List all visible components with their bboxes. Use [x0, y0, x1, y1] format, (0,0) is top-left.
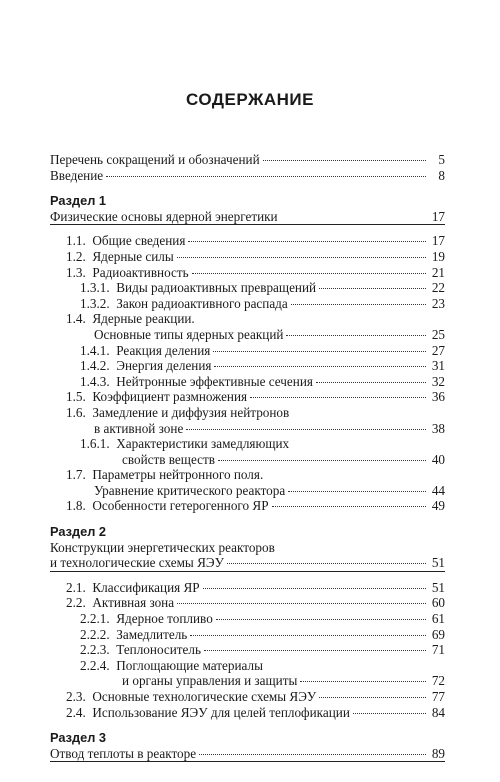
dot-leader — [188, 241, 426, 242]
toc-entry-page: 21 — [431, 264, 445, 280]
dot-leader — [218, 460, 426, 461]
toc-entry[interactable] — [50, 233, 445, 249]
toc-entry-page: 25 — [431, 326, 445, 342]
toc-entry-page: 17 — [431, 208, 445, 224]
toc-entry-number: 2.2.3. — [80, 642, 110, 658]
toc-entry[interactable] — [50, 595, 445, 611]
toc-entry-number: 1.3. — [66, 264, 86, 280]
toc-entry[interactable] — [50, 389, 445, 405]
toc-entry-text: Характеристики замедляющих — [116, 436, 290, 452]
toc-entry[interactable] — [50, 705, 445, 721]
toc-entry[interactable] — [50, 374, 445, 390]
toc-entry-page: 51 — [431, 579, 445, 595]
toc-entry[interactable] — [50, 358, 445, 374]
toc-entry-text: Параметры нейтронного поля. — [92, 467, 264, 483]
toc-entry-text: Нейтронные эффективные сечения — [116, 373, 313, 389]
toc-entry-text: Реакция деления — [116, 342, 211, 358]
toc-entry-continuation[interactable] — [50, 673, 445, 689]
toc-entry-text: Ядерное топливо — [116, 611, 213, 627]
toc-entry-number: 1.3.2. — [80, 295, 110, 311]
toc-entry-number: 1.8. — [66, 498, 86, 514]
dot-leader — [250, 397, 426, 398]
toc-entry[interactable] — [50, 658, 445, 674]
toc-entry-text: Введение — [50, 167, 104, 183]
toc-entry-text: Особенности гетерогенного ЯР — [92, 498, 269, 514]
toc-entry-page: 27 — [431, 342, 445, 358]
section-title: Отвод теплоты в реакторе — [50, 745, 197, 761]
page-title: СОДЕРЖАНИЕ — [186, 90, 314, 109]
toc-entry-text: Основные технологические схемы ЯЭУ — [92, 689, 317, 704]
toc-entry-text: Поглощающие материалы — [116, 657, 263, 673]
dot-leader — [177, 603, 426, 604]
dot-leader — [353, 713, 426, 714]
toc-entry-page: 60 — [431, 595, 445, 611]
toc-entry-text: Коэффициент размножения — [92, 389, 248, 405]
toc-entry-text: Уравнение критического реактора — [94, 482, 286, 498]
toc-entry-number: 1.1. — [66, 233, 86, 249]
toc-entry-text: Закон радиоактивного распада — [116, 295, 288, 311]
dot-leader — [286, 335, 426, 336]
toc-entry-text: Замедлитель — [116, 626, 188, 642]
dot-leader — [216, 619, 426, 620]
toc-entry[interactable] — [50, 168, 445, 184]
toc-entry-number: 1.4. — [66, 311, 86, 327]
toc-entry[interactable] — [50, 249, 445, 265]
toc-entry[interactable] — [50, 436, 445, 452]
dot-leader — [227, 563, 426, 564]
toc-entry-number: 1.4.2. — [80, 358, 110, 374]
section-title-entry[interactable] — [50, 540, 445, 556]
dot-leader — [263, 160, 426, 161]
toc-entry-text: Энергия деления — [116, 358, 212, 374]
toc-entry-number: 1.4.3. — [80, 373, 110, 389]
toc-entry-page: 72 — [431, 673, 445, 689]
toc-entry-text: Активная зона — [92, 595, 175, 611]
toc-entry-text: Использование ЯЭУ для целей теплофикации — [92, 704, 350, 720]
toc-entry-page: 31 — [431, 358, 445, 374]
dot-leader — [300, 681, 426, 682]
toc-entry[interactable] — [50, 627, 445, 643]
toc-entry-text: Классификация ЯР — [92, 579, 200, 595]
toc-entry-page: 49 — [431, 498, 445, 514]
toc-entry-page: 69 — [431, 626, 445, 642]
dot-leader — [186, 429, 426, 430]
toc-entry-page: 5 — [438, 152, 445, 167]
toc-entry-page: 19 — [431, 248, 445, 264]
table-of-contents — [50, 152, 445, 762]
toc-entry-continuation[interactable] — [50, 452, 445, 468]
toc-entry-number: 2.2.2. — [80, 626, 110, 642]
toc-entry[interactable] — [50, 498, 445, 514]
section-title-entry[interactable] — [50, 746, 445, 762]
toc-entry-page: 8 — [438, 167, 445, 183]
toc-entry-text: Виды радиоактивных превращений — [116, 280, 317, 296]
dot-leader — [319, 697, 426, 698]
toc-entry-text: в активной зоне — [94, 420, 184, 436]
toc-entry-text: Ядерные силы — [92, 248, 174, 264]
toc-entry[interactable] — [50, 280, 445, 296]
toc-entry-continuation[interactable] — [50, 327, 445, 343]
toc-entry[interactable] — [50, 467, 445, 483]
toc-entry[interactable] — [50, 689, 445, 705]
toc-entry-continuation[interactable] — [50, 421, 445, 437]
toc-entry-page: 40 — [431, 451, 445, 467]
toc-entry-number: 1.7. — [66, 467, 86, 483]
toc-entry-number: 2.4. — [66, 704, 86, 720]
toc-entry-number: 1.6.1. — [80, 436, 110, 452]
toc-entry[interactable] — [50, 265, 445, 281]
toc-entry-page: 36 — [431, 389, 445, 405]
toc-entry-number: 1.6. — [66, 404, 86, 420]
toc-entry-page: 17 — [431, 233, 445, 249]
toc-entry[interactable] — [50, 580, 445, 596]
toc-entry[interactable] — [50, 296, 445, 312]
section-title-entry[interactable] — [50, 209, 445, 225]
toc-entry-page: 44 — [431, 482, 445, 498]
toc-entry-number: 1.4.1. — [80, 342, 110, 358]
dot-leader — [106, 176, 426, 177]
toc-entry-number: 2.2.4. — [80, 657, 110, 673]
toc-entry[interactable] — [50, 405, 445, 421]
toc-entry-number: 1.5. — [66, 389, 86, 405]
toc-entry[interactable] — [50, 343, 445, 359]
toc-entry-text: Общие сведения — [92, 233, 186, 249]
dot-leader — [190, 635, 426, 636]
dot-leader — [213, 351, 426, 352]
toc-entry-page: 89 — [431, 745, 445, 761]
toc-entry[interactable] — [50, 642, 445, 658]
dot-leader — [288, 491, 426, 492]
toc-entry-page: 23 — [431, 295, 445, 311]
toc-entry-page: 51 — [431, 555, 445, 571]
dot-leader — [272, 506, 426, 507]
section-title: Конструкции энергетических реакторов — [50, 539, 275, 555]
section-title: и технологические схемы ЯЭУ — [50, 555, 224, 571]
toc-entry-text: Перечень сокращений и обозначений — [50, 152, 260, 167]
toc-entry-page: 32 — [431, 373, 445, 389]
dot-leader — [203, 588, 426, 589]
toc-entry-continuation[interactable] — [50, 483, 445, 499]
toc-entry-number: 2.2.1. — [80, 611, 110, 627]
section-label: Раздел 1 — [50, 193, 107, 209]
dot-leader — [316, 382, 426, 383]
dot-leader — [214, 366, 426, 367]
toc-entry-number: 2.2. — [66, 595, 86, 611]
section-label: Раздел 2 — [50, 524, 107, 540]
toc-entry[interactable] — [50, 611, 445, 627]
toc-entry-text: Ядерные реакции. — [92, 311, 195, 327]
dot-leader — [199, 754, 426, 755]
toc-entry-text: Основные типы ядерных реакций — [94, 326, 284, 342]
dot-leader — [192, 273, 426, 274]
dot-leader — [177, 257, 426, 258]
toc-entry-page: 61 — [431, 611, 445, 627]
toc-entry-page: 77 — [431, 689, 445, 704]
section-title: Физические основы ядерной энергетики — [50, 208, 278, 224]
section-divider — [50, 761, 445, 762]
toc-entry-text: свойств веществ — [122, 451, 215, 467]
section-title-entry-continuation[interactable] — [50, 555, 445, 571]
dot-leader — [204, 650, 426, 651]
toc-entry-number: 1.2. — [66, 248, 86, 264]
toc-entry-number: 1.3.1. — [80, 280, 110, 296]
toc-entry-number: 2.3. — [66, 689, 86, 704]
toc-entry-text: Замедление и диффузия нейтронов — [92, 404, 290, 420]
section-label: Раздел 3 — [50, 730, 107, 746]
toc-entry[interactable] — [50, 311, 445, 327]
toc-entry-text: и органы управления и защиты — [122, 673, 298, 689]
toc-entry[interactable] — [50, 152, 445, 168]
dot-leader — [291, 304, 426, 305]
toc-entry-page: 84 — [431, 704, 445, 720]
toc-entry-page: 38 — [431, 420, 445, 436]
toc-entry-page: 71 — [431, 642, 445, 658]
toc-entry-text: Радиоактивность — [92, 264, 189, 280]
toc-entry-text: Теплоноситель — [116, 642, 202, 658]
toc-entry-number: 2.1. — [66, 579, 86, 595]
dot-leader — [319, 288, 426, 289]
toc-entry-page: 22 — [431, 280, 445, 296]
